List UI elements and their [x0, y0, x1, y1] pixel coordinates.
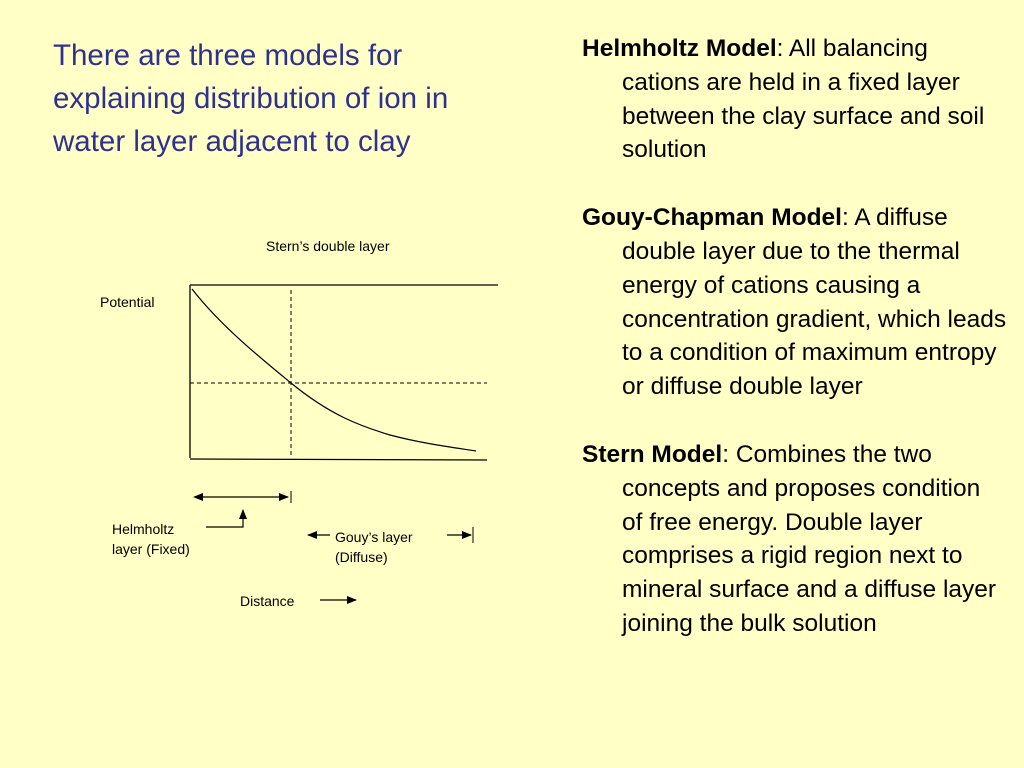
- x-axis-label: Distance: [240, 593, 295, 609]
- model-description: : Combines the two concepts and proposes condition of free energy. Double layer comprises a rigid region next to mineral surface and a diffuse layer joining the bulk solution: [622, 440, 997, 637]
- x-axis-line: [190, 459, 487, 460]
- potential-decay-curve: [192, 289, 476, 451]
- helmholtz-label-line2: layer (Fixed): [112, 541, 190, 557]
- gouy-label-line1: Gouy’s layer: [335, 529, 413, 545]
- helmholtz-left-arrowhead: [193, 493, 203, 501]
- slide-title: There are three models for explaining distribution of ion in water layer adjacent to clay: [53, 39, 449, 158]
- helmholtz-pointer: [206, 510, 243, 527]
- model-description: : All balancing cations are held in a fixed layer between the clay surface and soil solution: [622, 35, 985, 164]
- diagram-title: Stern’s double layer: [266, 238, 390, 254]
- gouy-label-line2: (Diffuse): [335, 549, 388, 565]
- model-name: Helmholtz Model: [582, 35, 777, 62]
- y-axis-label: Potential: [100, 294, 155, 310]
- model-description: : A diffuse double layer due to the thermal energy of cations causing a concentration gradient, which leads to a condition of maximum entropy or diffuse double layer: [622, 204, 1007, 401]
- model-name: Stern Model: [582, 440, 723, 468]
- model-name: Gouy-Chapman Model: [582, 204, 842, 232]
- helmholtz-label-line1: Helmholtz: [112, 521, 175, 537]
